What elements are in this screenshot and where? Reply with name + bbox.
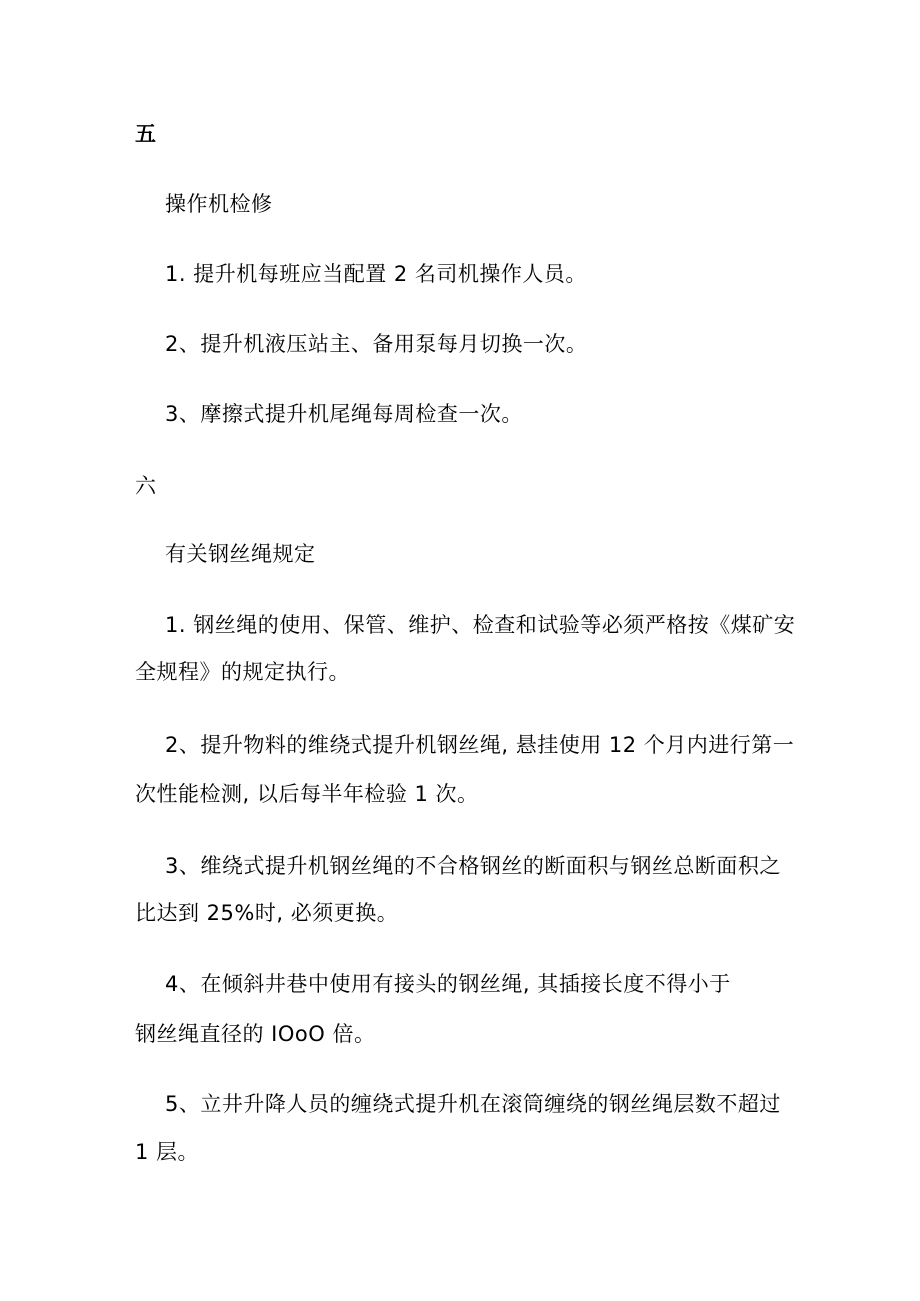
- section-5-title: 操作机检修: [165, 192, 273, 216]
- section-5-item-1: 1. 提升机每班应当配置 2 名司机操作人员。: [165, 262, 587, 286]
- section-6-item-3-line-1: 3、维绕式提升机钢丝绳的不合格钢丝的断面积与钢丝总断面积之: [165, 854, 781, 878]
- section-6-number: 六: [135, 474, 157, 498]
- section-6-item-1-line-2: 全规程》的规定执行。: [135, 660, 350, 684]
- section-6-item-2-line-1: 2、提升物料的维绕式提升机钢丝绳, 悬挂使用 12 个月内进行第一: [165, 733, 795, 757]
- section-5-item-2: 2、提升机液压站主、备用泵每月切换一次。: [165, 332, 588, 356]
- section-6-item-5-line-1: 5、立井升降人员的缠绕式提升机在滚筒缠绕的钢丝绳层数不超过: [165, 1092, 781, 1116]
- section-6-item-4-line-1: 4、在倾斜井巷中使用有接头的钢丝绳, 其插接长度不得小于: [165, 972, 731, 996]
- section-6-item-2-line-2: 次性能检测, 以后每半年检验 1 次。: [135, 782, 479, 806]
- section-6-item-1-line-1: 1. 钢丝绳的使用、保管、维护、检查和试验等必须严格按《煤矿安: [165, 613, 796, 637]
- section-5-number: 五: [135, 122, 157, 146]
- section-6-item-5-line-2: 1 层。: [135, 1140, 200, 1164]
- section-6-title: 有关钢丝绳规定: [165, 542, 316, 566]
- section-6-item-3-line-2: 比达到 25%时, 必须更换。: [135, 901, 399, 925]
- section-5-item-3: 3、摩擦式提升机尾绳每周检查一次。: [165, 402, 523, 426]
- section-6-item-4-line-2: 钢丝绳直径的 IOoO 倍。: [135, 1022, 376, 1046]
